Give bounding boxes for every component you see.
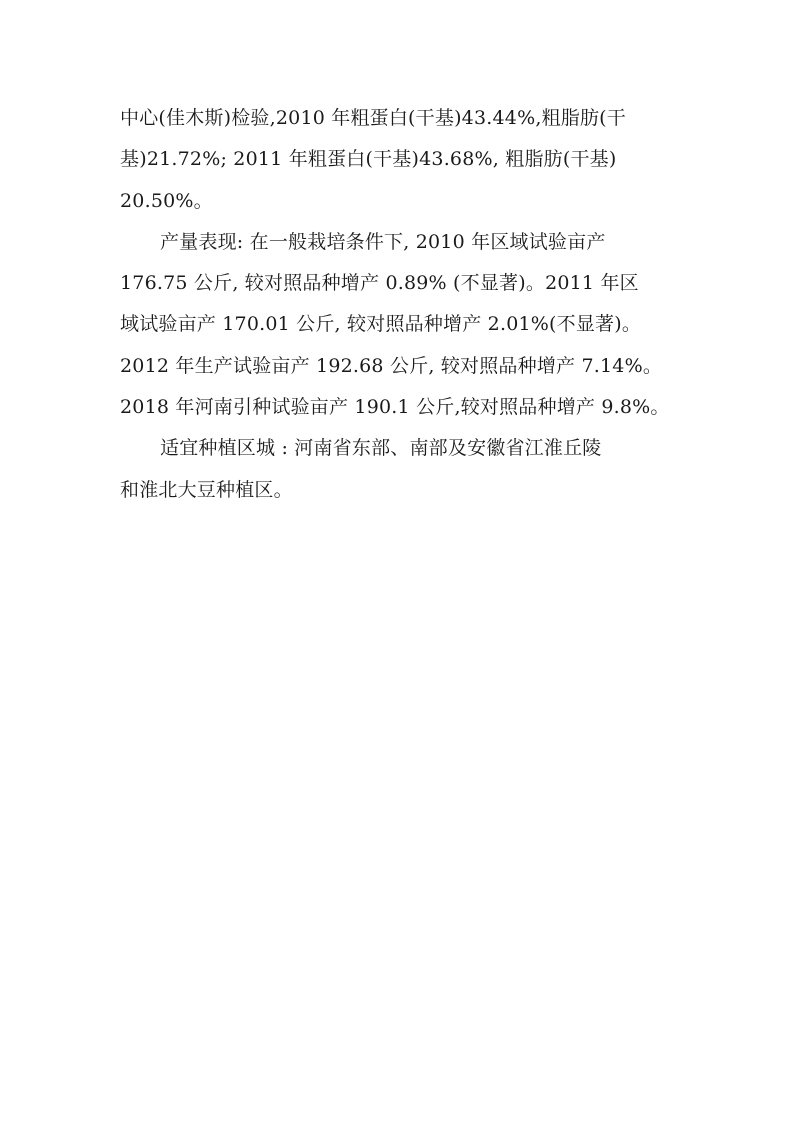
text-line: 176.75 公斤, 较对照品种增产 0.89% (不显著)。2011 年区 bbox=[120, 272, 639, 295]
yield-paragraph bbox=[120, 222, 680, 428]
text-line: 中心(佳木斯)检验,2010 年粗蛋白(干基)43.44%,粗脂肪(干 bbox=[120, 107, 626, 129]
text-line: 2018 年河南引种试验亩产 190.1 公斤,较对照品种增产 9.8%。 bbox=[120, 396, 670, 419]
text-line: 2012 年生产试验亩产 192.68 公斤, 较对照品种增产 7.14%。 bbox=[120, 354, 663, 377]
text-line: 域试验亩产 170.01 公斤, 较对照品种增产 2.01%(不显著)。 bbox=[120, 313, 642, 336]
text-line: 和淮北大豆种植区。 bbox=[120, 478, 293, 501]
text-line: 20.50%。 bbox=[120, 189, 213, 212]
text-line: 产量表现: 在一般栽培条件下, 2010 年区域试验亩产 bbox=[160, 230, 606, 253]
text-line: 基)21.72%; 2011 年粗蛋白(干基)43.68%, 粗脂肪(干基) bbox=[120, 148, 617, 171]
region-paragraph bbox=[120, 428, 680, 511]
quality-paragraph bbox=[120, 98, 680, 222]
document-body bbox=[120, 98, 680, 511]
text-line: 适宜种植区城 : 河南省东部、南部及安徽省江淮丘陵 bbox=[160, 437, 602, 460]
